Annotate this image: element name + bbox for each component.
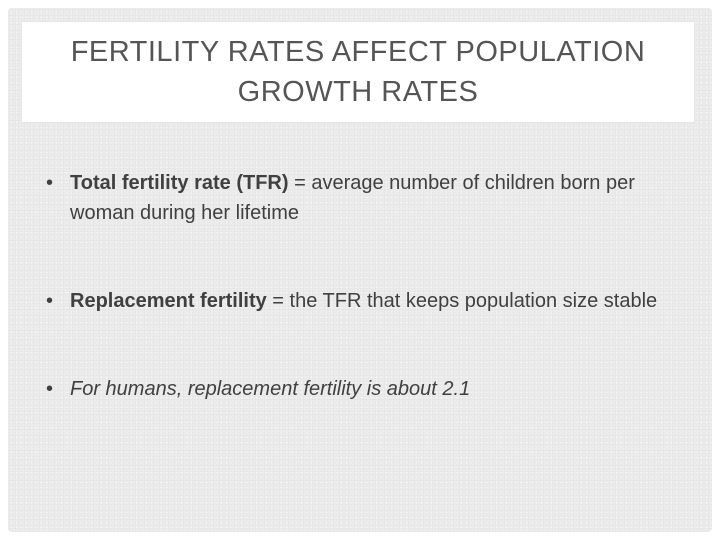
bullet-marker: • [46,378,54,400]
bullet-marker: • [46,290,54,312]
bullet-text: For humans, replacement fertility is about 2.1 [70,378,471,400]
bullet-item-replacement [44,286,664,316]
bullet-term: Replacement fertility [70,290,267,312]
bullet-term: Total fertility rate (TFR) [70,172,289,194]
bullet-marker: • [46,172,54,194]
bullet-item-humans [44,374,664,404]
bullet-list [44,168,664,462]
title-box [22,22,694,122]
bullet-item-tfr [44,168,664,228]
bullet-text: = the TFR that keeps population size stable [266,290,658,312]
bullet-text: = average number of children born per woman during her lifetime [70,172,635,224]
slide-title: FERTILITY RATES AFFECT POPULATION GROWTH RATES [70,36,646,108]
